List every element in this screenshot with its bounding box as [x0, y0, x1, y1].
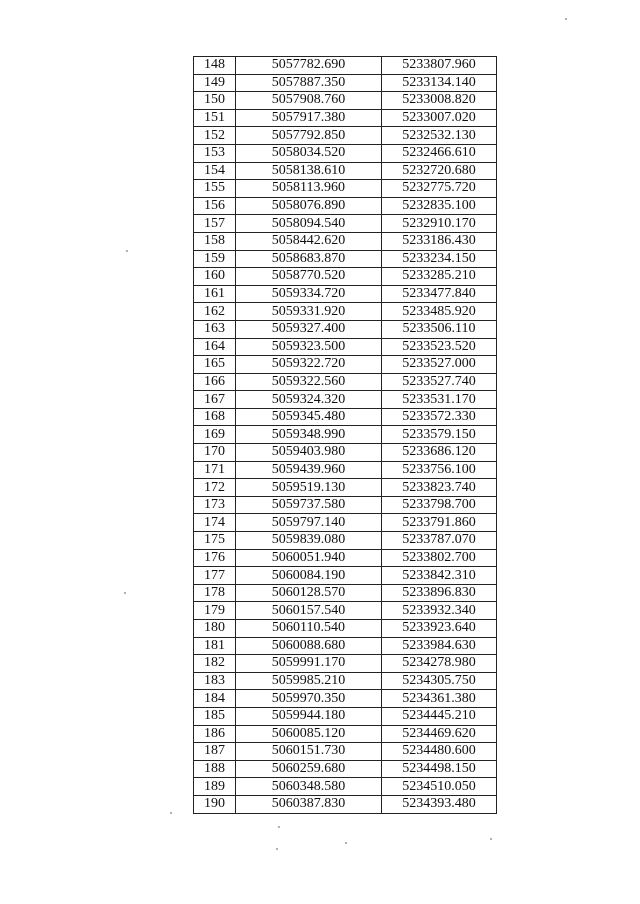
- table-row: [194, 760, 497, 778]
- scan-speck: [126, 250, 128, 252]
- y-coordinate-cell: 5233798.700: [382, 496, 497, 514]
- point-number-cell: 170: [194, 444, 236, 462]
- y-coordinate-cell: 5233008.820: [382, 92, 497, 110]
- x-coordinate-cell: 5059334.720: [236, 285, 382, 303]
- table-row: [194, 303, 497, 321]
- table-row: [194, 655, 497, 673]
- x-coordinate-cell: 5060088.680: [236, 637, 382, 655]
- table-row: [194, 408, 497, 426]
- x-coordinate-cell: 5059519.130: [236, 479, 382, 497]
- y-coordinate-cell: 5233523.520: [382, 338, 497, 356]
- y-coordinate-cell: 5233896.830: [382, 584, 497, 602]
- table-row: [194, 285, 497, 303]
- y-coordinate-cell: 5233285.210: [382, 268, 497, 286]
- table-row: [194, 707, 497, 725]
- x-coordinate-cell: 5059970.350: [236, 690, 382, 708]
- y-coordinate-cell: 5233756.100: [382, 461, 497, 479]
- x-coordinate-cell: 5059991.170: [236, 655, 382, 673]
- scan-speck: [170, 812, 172, 814]
- x-coordinate-cell: 5058770.520: [236, 268, 382, 286]
- table-row: [194, 426, 497, 444]
- point-number-cell: 177: [194, 567, 236, 585]
- scan-speck: [124, 592, 126, 594]
- y-coordinate-cell: 5233134.140: [382, 74, 497, 92]
- point-number-cell: 153: [194, 144, 236, 162]
- y-coordinate-cell: 5233007.020: [382, 109, 497, 127]
- x-coordinate-cell: 5059985.210: [236, 672, 382, 690]
- x-coordinate-cell: 5060084.190: [236, 567, 382, 585]
- table-row: [194, 74, 497, 92]
- point-number-cell: 167: [194, 391, 236, 409]
- point-number-cell: 155: [194, 180, 236, 198]
- y-coordinate-cell: 5234469.620: [382, 725, 497, 743]
- y-coordinate-cell: 5233802.700: [382, 549, 497, 567]
- table-row: [194, 162, 497, 180]
- point-number-cell: 190: [194, 795, 236, 813]
- table-row: [194, 57, 497, 75]
- x-coordinate-cell: 5058442.620: [236, 232, 382, 250]
- x-coordinate-cell: 5059403.980: [236, 444, 382, 462]
- y-coordinate-cell: 5233186.430: [382, 232, 497, 250]
- point-number-cell: 178: [194, 584, 236, 602]
- point-number-cell: 165: [194, 356, 236, 374]
- y-coordinate-cell: 5233823.740: [382, 479, 497, 497]
- table-row: [194, 268, 497, 286]
- point-number-cell: 149: [194, 74, 236, 92]
- coordinate-table: [193, 56, 497, 814]
- x-coordinate-cell: 5059944.180: [236, 707, 382, 725]
- y-coordinate-cell: 5234393.480: [382, 795, 497, 813]
- table-row: [194, 514, 497, 532]
- scan-speck: [565, 18, 567, 20]
- y-coordinate-cell: 5232532.130: [382, 127, 497, 145]
- y-coordinate-cell: 5234480.600: [382, 743, 497, 761]
- y-coordinate-cell: 5234361.380: [382, 690, 497, 708]
- point-number-cell: 183: [194, 672, 236, 690]
- x-coordinate-cell: 5060110.540: [236, 620, 382, 638]
- x-coordinate-cell: 5059323.500: [236, 338, 382, 356]
- point-number-cell: 162: [194, 303, 236, 321]
- point-number-cell: 179: [194, 602, 236, 620]
- point-number-cell: 180: [194, 620, 236, 638]
- y-coordinate-cell: 5234278.980: [382, 655, 497, 673]
- point-number-cell: 175: [194, 532, 236, 550]
- y-coordinate-cell: 5232720.680: [382, 162, 497, 180]
- y-coordinate-cell: 5233842.310: [382, 567, 497, 585]
- point-number-cell: 176: [194, 549, 236, 567]
- y-coordinate-cell: 5233572.330: [382, 408, 497, 426]
- scan-speck: [345, 842, 347, 844]
- point-number-cell: 157: [194, 215, 236, 233]
- scan-speck: [276, 848, 278, 850]
- point-number-cell: 158: [194, 232, 236, 250]
- y-coordinate-cell: 5233807.960: [382, 57, 497, 75]
- scan-speck: [278, 826, 280, 828]
- x-coordinate-cell: 5060387.830: [236, 795, 382, 813]
- point-number-cell: 188: [194, 760, 236, 778]
- x-coordinate-cell: 5060151.730: [236, 743, 382, 761]
- x-coordinate-cell: 5059345.480: [236, 408, 382, 426]
- x-coordinate-cell: 5058094.540: [236, 215, 382, 233]
- x-coordinate-cell: 5059737.580: [236, 496, 382, 514]
- point-number-cell: 160: [194, 268, 236, 286]
- y-coordinate-cell: 5232910.170: [382, 215, 497, 233]
- y-coordinate-cell: 5233234.150: [382, 250, 497, 268]
- table-row: [194, 232, 497, 250]
- x-coordinate-cell: 5059322.560: [236, 373, 382, 391]
- y-coordinate-cell: 5232466.610: [382, 144, 497, 162]
- x-coordinate-cell: 5059348.990: [236, 426, 382, 444]
- x-coordinate-cell: 5060157.540: [236, 602, 382, 620]
- y-coordinate-cell: 5232775.720: [382, 180, 497, 198]
- x-coordinate-cell: 5059439.960: [236, 461, 382, 479]
- table-row: [194, 92, 497, 110]
- point-number-cell: 164: [194, 338, 236, 356]
- point-number-cell: 185: [194, 707, 236, 725]
- table-row: [194, 444, 497, 462]
- point-number-cell: 150: [194, 92, 236, 110]
- coordinate-table-body: [194, 57, 497, 814]
- point-number-cell: 152: [194, 127, 236, 145]
- table-row: [194, 391, 497, 409]
- point-number-cell: 174: [194, 514, 236, 532]
- y-coordinate-cell: 5233984.630: [382, 637, 497, 655]
- table-row: [194, 620, 497, 638]
- y-coordinate-cell: 5234510.050: [382, 778, 497, 796]
- table-row: [194, 461, 497, 479]
- x-coordinate-cell: 5059797.140: [236, 514, 382, 532]
- x-coordinate-cell: 5057792.850: [236, 127, 382, 145]
- y-coordinate-cell: 5233787.070: [382, 532, 497, 550]
- x-coordinate-cell: 5059324.320: [236, 391, 382, 409]
- table-row: [194, 109, 497, 127]
- point-number-cell: 181: [194, 637, 236, 655]
- point-number-cell: 159: [194, 250, 236, 268]
- x-coordinate-cell: 5057908.760: [236, 92, 382, 110]
- y-coordinate-cell: 5234498.150: [382, 760, 497, 778]
- y-coordinate-cell: 5233932.340: [382, 602, 497, 620]
- y-coordinate-cell: 5232835.100: [382, 197, 497, 215]
- point-number-cell: 166: [194, 373, 236, 391]
- x-coordinate-cell: 5058034.520: [236, 144, 382, 162]
- point-number-cell: 172: [194, 479, 236, 497]
- table-row: [194, 144, 497, 162]
- point-number-cell: 156: [194, 197, 236, 215]
- table-row: [194, 743, 497, 761]
- x-coordinate-cell: 5060085.120: [236, 725, 382, 743]
- point-number-cell: 154: [194, 162, 236, 180]
- table-row: [194, 637, 497, 655]
- table-row: [194, 373, 497, 391]
- table-row: [194, 725, 497, 743]
- table-row: [194, 479, 497, 497]
- x-coordinate-cell: 5060051.940: [236, 549, 382, 567]
- table-row: [194, 795, 497, 813]
- y-coordinate-cell: 5233579.150: [382, 426, 497, 444]
- x-coordinate-cell: 5059331.920: [236, 303, 382, 321]
- scan-speck: [490, 838, 492, 840]
- x-coordinate-cell: 5059322.720: [236, 356, 382, 374]
- y-coordinate-cell: 5233527.000: [382, 356, 497, 374]
- point-number-cell: 186: [194, 725, 236, 743]
- point-number-cell: 189: [194, 778, 236, 796]
- table-row: [194, 215, 497, 233]
- x-coordinate-cell: 5057917.380: [236, 109, 382, 127]
- point-number-cell: 161: [194, 285, 236, 303]
- point-number-cell: 171: [194, 461, 236, 479]
- table-row: [194, 320, 497, 338]
- point-number-cell: 151: [194, 109, 236, 127]
- table-row: [194, 496, 497, 514]
- x-coordinate-cell: 5059839.080: [236, 532, 382, 550]
- point-number-cell: 168: [194, 408, 236, 426]
- x-coordinate-cell: 5058076.890: [236, 197, 382, 215]
- point-number-cell: 173: [194, 496, 236, 514]
- table-row: [194, 338, 497, 356]
- table-row: [194, 250, 497, 268]
- point-number-cell: 163: [194, 320, 236, 338]
- table-row: [194, 180, 497, 198]
- x-coordinate-cell: 5060128.570: [236, 584, 382, 602]
- point-number-cell: 187: [194, 743, 236, 761]
- y-coordinate-cell: 5233506.110: [382, 320, 497, 338]
- y-coordinate-cell: 5233531.170: [382, 391, 497, 409]
- x-coordinate-cell: 5058138.610: [236, 162, 382, 180]
- table-row: [194, 778, 497, 796]
- table-row: [194, 127, 497, 145]
- table-row: [194, 602, 497, 620]
- table-row: [194, 584, 497, 602]
- x-coordinate-cell: 5060348.580: [236, 778, 382, 796]
- x-coordinate-cell: 5058683.870: [236, 250, 382, 268]
- y-coordinate-cell: 5233477.840: [382, 285, 497, 303]
- y-coordinate-cell: 5233791.860: [382, 514, 497, 532]
- point-number-cell: 148: [194, 57, 236, 75]
- y-coordinate-cell: 5233923.640: [382, 620, 497, 638]
- point-number-cell: 169: [194, 426, 236, 444]
- point-number-cell: 184: [194, 690, 236, 708]
- x-coordinate-cell: 5057887.350: [236, 74, 382, 92]
- x-coordinate-cell: 5057782.690: [236, 57, 382, 75]
- y-coordinate-cell: 5234305.750: [382, 672, 497, 690]
- table-row: [194, 672, 497, 690]
- table-row: [194, 549, 497, 567]
- point-number-cell: 182: [194, 655, 236, 673]
- x-coordinate-cell: 5059327.400: [236, 320, 382, 338]
- y-coordinate-cell: 5233527.740: [382, 373, 497, 391]
- y-coordinate-cell: 5233485.920: [382, 303, 497, 321]
- table-row: [194, 567, 497, 585]
- x-coordinate-cell: 5060259.680: [236, 760, 382, 778]
- y-coordinate-cell: 5234445.210: [382, 707, 497, 725]
- table-row: [194, 532, 497, 550]
- table-row: [194, 356, 497, 374]
- x-coordinate-cell: 5058113.960: [236, 180, 382, 198]
- y-coordinate-cell: 5233686.120: [382, 444, 497, 462]
- table-row: [194, 197, 497, 215]
- table-row: [194, 690, 497, 708]
